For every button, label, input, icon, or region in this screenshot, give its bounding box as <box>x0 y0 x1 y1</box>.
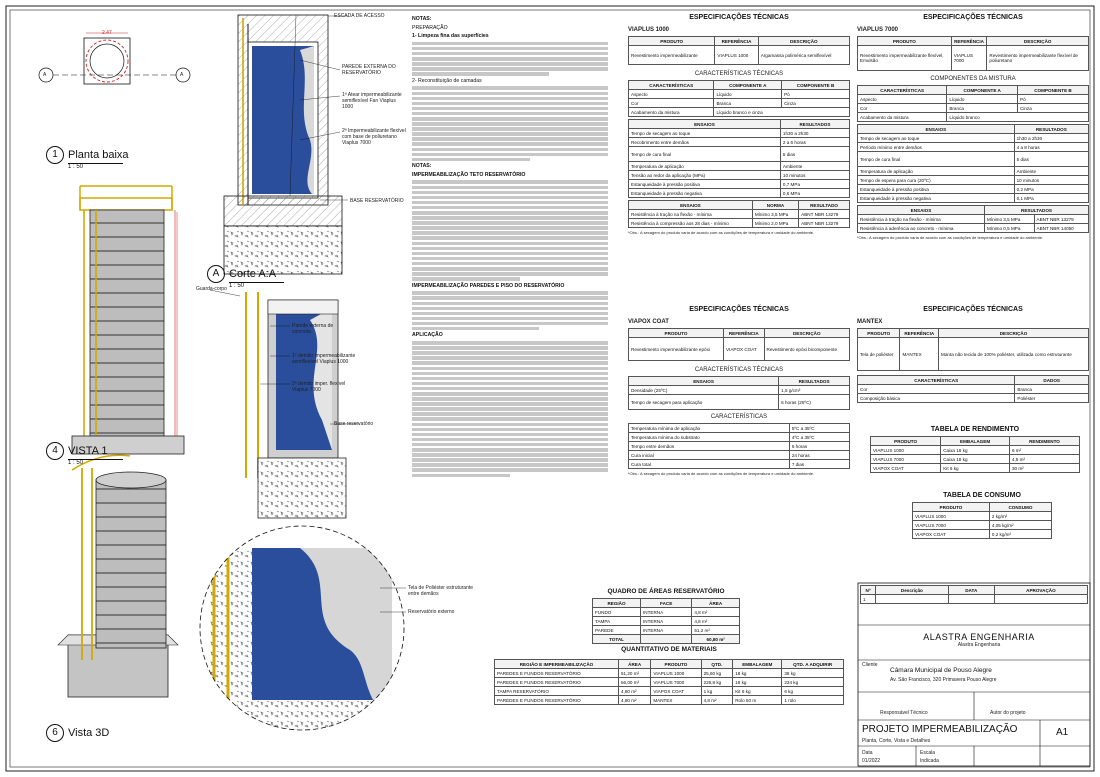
notes-step2: 2- Reconstituição de camadas <box>412 77 482 84</box>
spec7000-char-table: CARACTERÍSTICAS COMPONENTE A COMPONENTE B Aspecto Líquido Pó Cor Branca Cinza Acabamento da mistura Líquido branco <box>857 85 1089 122</box>
notes-step1: 1- Limpeza fina das superfícies <box>412 33 489 40</box>
consumption-table: PRODUTO CONSUMO VIAPLUS 1000 2 kg/m² VIAPLUS 7000 4,05 kg/m² VIAPOX COAT 0,2 kg/m² <box>912 502 1052 539</box>
specCoat-title: ESPECIFICAÇÕES TÉCNICAS <box>689 306 789 313</box>
callout-external-wall: PAREDE EXTERNA DO RESERVATÓRIO <box>342 64 396 76</box>
spec7000-note: *Obs.: A secagem do produto varia de acordo com as condições de temperatura e umidade do ambiente. <box>857 235 1044 240</box>
yield-table: PRODUTO EMBALAGEM RENDIMENTO VIAPLUS 1000 Caixa 18 kg 6 m² VIAPLUS 7000 Caixa 18 kg 4,5 m² VIAPOX COAT Kit 6 kg 30 m² <box>870 436 1080 473</box>
notes-roof: IMPERMEABILIZAÇÃO TETO RESERVATÓRIO <box>412 171 526 178</box>
notes-title: NOTAS: <box>412 16 432 22</box>
quantities-table: REGIÃO E IMPERMEABILIZAÇÃO ÁREA PRODUTO QTD. EMBALAGEM QTD. A ADQUIRIR PAREDES E FUNDOS RESERVATÓRIO 51,20 m² VIAPLUS 1000 25,60 kg 18 kg 36 kg PAREDES E FUNDOS RESERVATÓRIO 56,00 m² VIAPLUS 7000 226,8 kg 18 kg 234 kg TAMPA RESERVATÓRIO 4,80 m² VIAPOX COAT 1 kg Kit 6 kg 6 kg PAREDES E FUNDOS RESERVATÓRIO 4,80 m² MANTEX 4,8 m² Rolo 50 m 1 rolo <box>494 659 844 705</box>
notes-prep: PREPARAÇÃO <box>412 24 448 31</box>
view-label-elevation: 4 VISTA 1 1 : 50 <box>46 442 123 466</box>
spec1000-product-table: PRODUTO REFERÊNCIA DESCRIÇÃO Revestimento impermeabilizante VIAPLUS 1000 Argamassa polimérica semiflexível <box>628 36 850 65</box>
scale-label: Escala <box>920 750 936 756</box>
section-view <box>224 15 342 274</box>
spec1000-title: ESPECIFICAÇÕES TÉCNICAS <box>689 14 789 21</box>
spec1000-tests-table: ENSAIOS RESULTADOS Tempo de secagem ao toque 1h30 a 2h30 Recobrimento entre demãos 2 a 6 horas Tempo de cura final 5 dias Temperatura de aplicação Ambiente Tensão ao redor da aplicação (MPa) 10 minutos Estanqueidade à pressão positiva 0,7 MPa Estanqueidade à pressão negativa 0,6 MPa <box>628 119 850 198</box>
sheet-number: A1 <box>1056 727 1069 738</box>
date-label: Data <box>862 750 873 756</box>
spec7000-product-table: PRODUTO REFERÊNCIA DESCRIÇÃO Revestimento impermeabilizante flexível, Emulsão VIAPLUS 7000 Revestimento impermeabilizante flexível de poliuretano <box>857 36 1089 71</box>
areas-title: QUADRO DE ÁREAS RESERVATÓRIO <box>607 588 725 595</box>
callout-reservoir: Reservatório externo <box>408 609 455 615</box>
specMantex-char-table: CARACTERÍSTICAS DADOS Cor Branca Composição básica Poliéster <box>857 375 1089 403</box>
consumption-table-block <box>912 492 1052 539</box>
specCoat-product: VIAPOX COAT <box>628 319 669 325</box>
spec1000-note: *Obs.: A secagem do produto varia de acordo com as condições de temperatura e umidade do ambiente. <box>628 230 815 235</box>
scale-value: Indicada <box>920 758 939 764</box>
spec7000-tests-table: ENSAIOS RESULTADOS Tempo de secagem ao toque 1h30 a 2h30 Período mínimo entre demãos 4 a 8 horas Tempo de cura final 5 dias Temperatura de aplicação Ambiente Tempo de espera para cura (20ºC) 10 minutos Estanqueidade à pressão positiva 0,2 MPa Estanqueidade à pressão negativa 0,1 MPa <box>857 124 1089 203</box>
spec-viaplus-7000 <box>857 14 1089 241</box>
spec1000-product: VIAPLUS 1000 <box>628 27 670 33</box>
section-mark-left: A <box>43 72 47 78</box>
specMantex-title: ESPECIFICAÇÕES TÉCNICAS <box>923 306 1023 313</box>
callout-first-coat: 1ª Atear impermeabilizante semiflexível Fan Viaplus 1000 <box>342 92 402 110</box>
resp-label: Responsável Técnico <box>880 710 928 716</box>
view-label-plan: 1 Planta baixa 1 : 50 <box>46 146 129 170</box>
callout-guardrail: Guarda-corpo <box>196 286 227 292</box>
revisions-table-block <box>860 585 1088 604</box>
view-label-section: A Corte A:A 1 : 50 <box>207 265 284 289</box>
perspective-view <box>58 455 178 697</box>
date-value: 01/2022 <box>862 758 881 764</box>
author-label: Autor do projeto <box>990 710 1026 716</box>
callout-base: BASE RESERVATÓRIO <box>350 198 404 204</box>
specCoat-char-title: CARACTERÍSTICAS TÉCNICAS <box>694 367 784 373</box>
revisions-table: Nº Descrição DATA APROVAÇÃO 1 <box>860 585 1088 604</box>
spec1000-tests2-table: ENSAIOS NORMA RESULTADO Resistência à tração na flexão - mínima Mínimo 3,5 MPa ABNT NBR 13279 Resistência à compressão aos 28 dias - mínimo Mínimo 2,0 MPa ABNT NBR 13279 <box>628 200 850 228</box>
callout-coat-1000: 1ª demão impermeabilizante semiflexível Viaplus 1000 <box>292 353 356 365</box>
project-title: PROJETO IMPERMEABILIZAÇÃO <box>862 724 1018 735</box>
detail-circle <box>200 520 410 748</box>
plan-dimension: 2.47 <box>102 30 112 36</box>
client-address: Av. São Francisco, 320 Primavera Pouso Alegre <box>890 677 997 683</box>
spec-viapox-coat <box>628 306 850 477</box>
yield-title: TABELA DE RENDIMENTO <box>930 426 1020 433</box>
quantities-title: QUANTITATIVO DE MATERIAIS <box>621 646 717 653</box>
callout-mesh: Tela de Poliéster estruturante entre demãos <box>408 585 474 597</box>
elevation-view <box>72 186 184 454</box>
sheet-description: Planta, Corte, Vista e Detalhes <box>862 738 931 744</box>
spec7000-tests2-table: ENSAIOS RESULTADOS Resistência à tração na flexão - mínima Mínimo 3,5 MPa ABNT NBR 13279 Resistência à aderência ao concreto - mínima Mínimo 0,5 MPa ABNT NBR 14050 <box>857 205 1089 233</box>
specMantex-product: MANTEX <box>857 319 883 325</box>
notes-title-2: NOTAS: <box>412 163 432 170</box>
specCoat-char2-title: CARACTERÍSTICAS <box>710 414 768 420</box>
consumption-title: TABELA DE CONSUMO <box>943 492 1021 499</box>
specCoat-note: *Obs.: A secagem do produto varia de acordo com as condições de temperatura e umidade do ambiente. <box>628 471 815 476</box>
callout-concrete-wall: Parede externa de concreto <box>292 323 334 335</box>
areas-table-block <box>592 588 740 644</box>
yield-table-block <box>870 426 1080 473</box>
specMantex-product-table: PRODUTO REFERÊNCIA DESCRIÇÃO Tela de poliéster MANTEX Manta não tecida de 100% poliéster, utilizada como estruturante <box>857 328 1089 371</box>
spec-mantex <box>857 306 1089 403</box>
view-label-3d: 6 Vista 3D <box>46 724 109 742</box>
notes-walls: IMPERMEABILIZAÇÃO PAREDES E PISO DO RESERVATÓRIO <box>412 282 565 289</box>
section-mark-right: A <box>180 72 184 78</box>
specCoat-tests3-table: Temperatura mínima de aplicação 5ºC a 35ºC Temperatura mínima do substrato 4ºC a 35ºC Tempo entre demãos 6 horas Cura inicial 24 horas Cura total 7 dias <box>628 423 850 469</box>
callout-base-2: Base reservatório <box>334 421 374 427</box>
spec7000-product: VIAPLUS 7000 <box>857 27 899 33</box>
callout-second-coat: 2ª Impermeabilizante flexível com base de poliuretano Viaplus 7000 <box>342 128 406 146</box>
specCoat-tests-table: ENSAIOS RESULTADOS Densidade (25ºC) 1,5 g/cm³ Tempo de secagem para aplicação 6 horas (25ºC) <box>628 376 850 410</box>
plan-view <box>39 33 190 84</box>
notes-column <box>412 14 608 564</box>
client-name: Câmara Municipal de Pouso Alegre <box>890 667 992 674</box>
company-block <box>874 632 1084 648</box>
company-sub: Alastra Engenharia <box>957 642 1001 648</box>
quantities-table-block <box>494 646 844 705</box>
company-name: ALASTRA ENGENHARIA <box>923 632 1035 642</box>
client-label: Cliente <box>862 662 878 668</box>
spec7000-char-title: COMPONENTES DA MISTURA <box>930 76 1016 82</box>
callout-ladder: ESCADA DE ACESSO <box>334 13 385 19</box>
spec1000-char-title: CARACTERÍSTICAS TÉCNICAS <box>694 71 784 77</box>
notes-application: APLICAÇÃO <box>412 332 443 339</box>
callout-coat-7000: 2ª demão imper. flexível Viaplus 7000 <box>292 381 346 393</box>
areas-table: REGIÃO FACE ÁREA FUNDO INTERNA 4,8 m² TAMPA INTERNA 4,8 m² PAREDE INTERNA 51,2 m² TOTAL 60,80 m² <box>592 598 740 644</box>
specCoat-product-table: PRODUTO REFERÊNCIA DESCRIÇÃO Revestimento impermeabilizante epóxi VIAPOX COAT Revestimento epóxi bicomponente <box>628 328 850 361</box>
spec-viaplus-1000 <box>628 14 850 236</box>
spec7000-title: ESPECIFICAÇÕES TÉCNICAS <box>923 14 1023 21</box>
spec1000-char-table: CARACTERÍSTICAS COMPONENTE A COMPONENTE B Aspecto Líquido Pó Cor Branca Cinza Acabamento da mistura Líquido branco e cinza <box>628 80 850 117</box>
